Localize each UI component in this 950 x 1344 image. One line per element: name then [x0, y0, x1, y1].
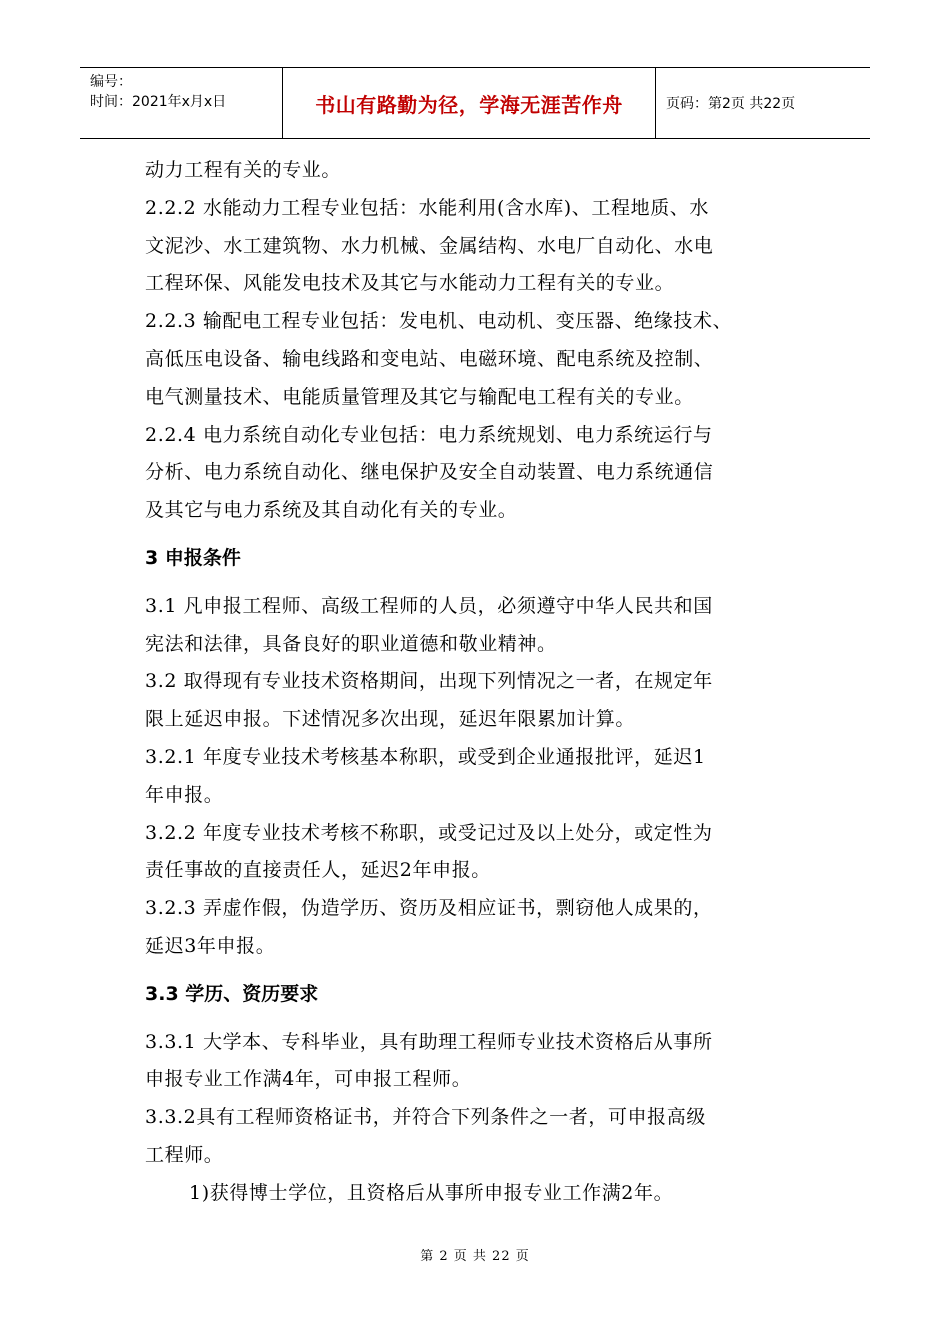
header-meta-cell	[80, 68, 283, 138]
header-motto-cell	[283, 68, 656, 138]
body-line: 电气测量技术、电能质量管理及其它与输配电工程有关的专业。	[145, 385, 694, 408]
document-time-label: 时间：2021年x月x日	[90, 94, 227, 110]
body-line: 3.3.2具有工程师资格证书，并符合下列条件之一者，可申报高级	[145, 1106, 706, 1129]
header-page-cell	[656, 68, 870, 138]
body-line: 2.2.3 输配电工程专业包括：发电机、电动机、变压器、绝缘技术、	[145, 310, 733, 333]
body-line: 2.2.4 电力系统自动化专业包括：电力系统规划、电力系统运行与	[145, 423, 713, 446]
body-line: 宪法和法律，具备良好的职业道德和敬业精神。	[145, 632, 557, 655]
body-line: 文泥沙、水工建筑物、水力机械、金属结构、水电厂自动化、水电	[145, 234, 714, 257]
body-line: 3.2.3 弄虚作假，伪造学历、资历及相应证书，剽窃他人成果的，	[145, 897, 713, 920]
body-line: 3.2 取得现有专业技术资格期间，出现下列情况之一者，在规定年	[145, 670, 713, 693]
body-line: 3.1 凡申报工程师、高级工程师的人员，必须遵守中华人民共和国	[145, 594, 713, 617]
document-number-label: 编号：	[90, 74, 132, 90]
body-line: 分析、电力系统自动化、继电保护及安全自动装置、电力系统通信	[145, 461, 714, 484]
body-line: 及其它与电力系统及其自动化有关的专业。	[145, 499, 518, 522]
page-footer: 第 2 页 共 22 页	[420, 1249, 530, 1264]
body-line: 申报专业工作满4年，可申报工程师。	[145, 1068, 472, 1091]
document-body	[145, 152, 810, 1213]
body-line: 3.2.1 年度专业技术考核基本称职，或受到企业通报批评，延迟1	[145, 745, 706, 768]
body-line: 动力工程有关的专业。	[145, 159, 342, 181]
document-header	[80, 67, 870, 139]
list-item: 1)获得博士学位，且资格后从事所申报专业工作满2年。	[189, 1181, 674, 1204]
body-line: 2.2.2 水能动力工程专业包括：水能利用(含水库)、工程地质、水	[145, 196, 710, 219]
body-line: 高低压电设备、输电线路和变电站、电磁环境、配电系统及控制、	[145, 347, 714, 370]
body-line: 3.3.1 大学本、专科毕业，具有助理工程师专业技术资格后从事所	[145, 1030, 713, 1053]
body-line: 3.2.2 年度专业技术考核不称职，或受记过及以上处分，或定性为	[145, 821, 713, 844]
body-line: 限上延迟申报。下述情况多次出现，延迟年限累加计算。	[145, 708, 636, 731]
body-line: 工程环保、风能发电技术及其它与水能动力工程有关的专业。	[145, 272, 675, 295]
header-page-info: 页码：第2页 共22页	[666, 96, 796, 112]
body-line: 延迟3年申报。	[145, 934, 276, 957]
body-line: 责任事故的直接责任人，延迟2年申报。	[145, 859, 491, 882]
section-heading-3-3: 3.3 学历、资历要求	[145, 982, 319, 1005]
body-line: 年申报。	[145, 783, 224, 806]
body-line: 工程师。	[145, 1143, 224, 1166]
section-heading-3: 3 申报条件	[145, 546, 241, 569]
header-motto: 书山有路勤为径，学海无涯苦作舟	[315, 92, 623, 117]
